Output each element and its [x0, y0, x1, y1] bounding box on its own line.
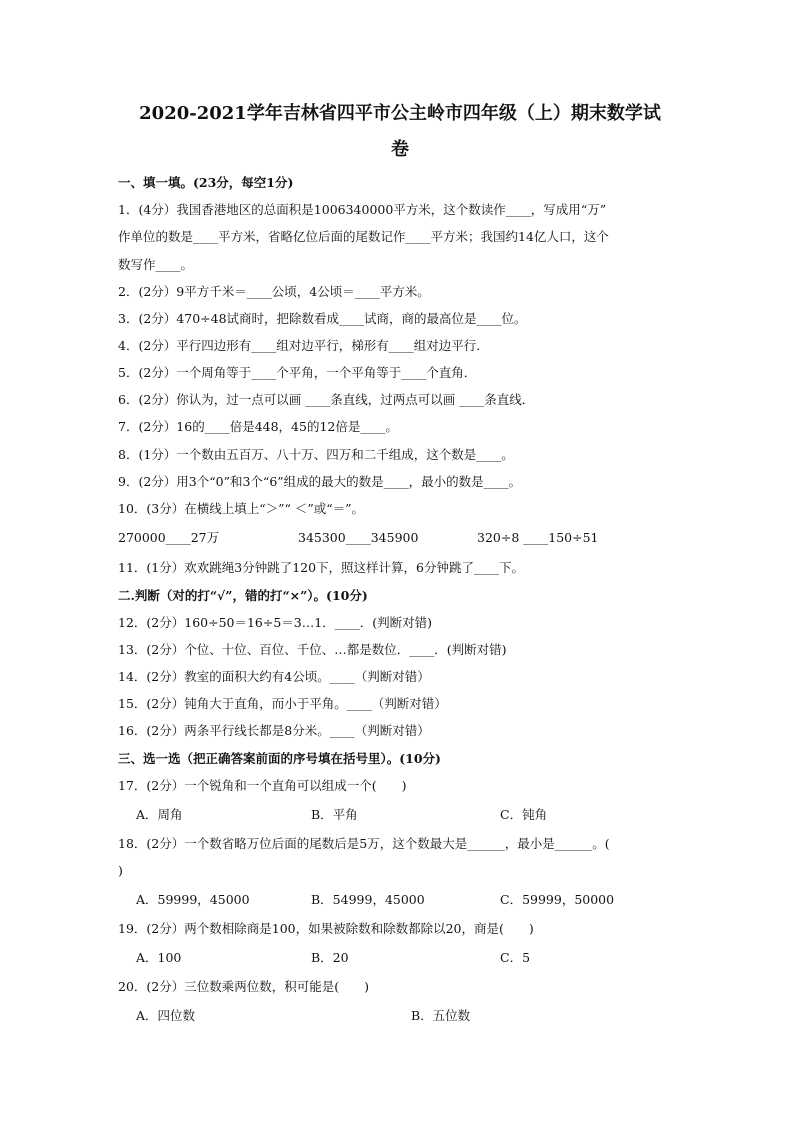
section-heading-1: 一、填一填。(23分，每空1分) — [118, 175, 294, 190]
question-17-option-a: A．周角 — [136, 807, 183, 822]
question-5: 5．(2分）一个周角等于____个平角，一个平角等于____个直角． — [118, 365, 477, 380]
question-1-line1: 1．(4分）我国香港地区的总面积是1006340000平方米，这个数读作____，写成用“万” — [118, 202, 607, 217]
section-heading-3: 三、选一选（把正确答案前面的序号填在括号里）。(10分) — [118, 751, 441, 766]
question-15: 15．(2分）钝角大于直角，而小于平角。____（判断对错） — [118, 696, 447, 711]
question-12: 12．(2分）160÷50＝16÷5＝3…1．____．(判断对错) — [118, 615, 432, 630]
question-17-option-c: C．钝角 — [500, 807, 548, 822]
question-6: 6．(2分）你认为，过一点可以画 ____条直线，过两点可以画 ____条直线． — [118, 392, 535, 407]
question-1-line2: 作单位的数是____平方米，省略亿位后面的尾数记作____平方米；我国约14亿人口，这个 — [118, 229, 609, 244]
question-18-option-c: C．59999，50000 — [500, 892, 615, 907]
question-19-option-b: B．20 — [311, 950, 349, 965]
question-13: 13．(2分）个位、十位、百位、千位、…都是数位．____．(判断对错) — [118, 642, 507, 657]
question-2: 2．(2分）9平方千米＝____公顷，4公顷＝____平方米。 — [118, 284, 430, 299]
question-11: 11．(1分）欢欢跳绳3分钟跳了120下，照这样计算，6分钟跳了____下。 — [118, 560, 525, 575]
question-10-item-a: 270000____27万 — [118, 530, 220, 545]
question-18-line2: ) — [118, 863, 123, 878]
question-17-option-b: B．平角 — [311, 807, 358, 822]
question-17-stem: 17．(2分）一个锐角和一个直角可以组成一个( ) — [118, 778, 407, 793]
question-20-stem: 20．(2分）三位数乘两位数，积可能是( ) — [118, 979, 369, 994]
question-20-option-b: B．五位数 — [411, 1008, 471, 1023]
question-10-item-c: 320÷8 ____150÷51 — [477, 530, 599, 545]
exam-title-line1: 2020-2021学年吉林省四平市公主岭市四年级（上）期末数学试 — [139, 103, 661, 124]
question-18-option-a: A．59999，45000 — [136, 892, 250, 907]
question-9: 9．(2分）用3个“0”和3个“6”组成的最大的数是____，最小的数是____。 — [118, 474, 522, 489]
question-4: 4．(2分）平行四边形有____组对边平行，梯形有____组对边平行． — [118, 338, 489, 353]
section-heading-2: 二.判断（对的打“√”，错的打“×”）。(10分) — [118, 588, 368, 603]
question-16: 16．(2分）两条平行线长都是8分米。____（判断对错） — [118, 723, 430, 738]
question-7: 7．(2分）16的____倍是448，45的12倍是____。 — [118, 419, 398, 434]
question-18-option-b: B．54999，45000 — [311, 892, 425, 907]
question-19-option-c: C．5 — [500, 950, 531, 965]
question-20-option-a: A．四位数 — [136, 1008, 196, 1023]
question-14: 14．(2分）教室的面积大约有4公顷。____（判断对错） — [118, 669, 430, 684]
question-8: 8．(1分）一个数由五百万、八十万、四万和二千组成，这个数是____。 — [118, 447, 514, 462]
question-3: 3．(2分）470÷48试商时，把除数看成____试商，商的最高位是____位。 — [118, 311, 527, 326]
question-10-stem: 10．(3分）在横线上填上“＞”“ ＜”或“＝”。 — [118, 501, 365, 516]
question-19-stem: 19．(2分）两个数相除商是100，如果被除数和除数都除以20，商是( ) — [118, 921, 534, 936]
question-10-item-b: 345300____345900 — [298, 530, 419, 545]
question-18-line1: 18．(2分）一个数省略万位后面的尾数后是5万，这个数最大是______，最小是______。( — [118, 836, 610, 851]
question-1-line3: 数写作____。 — [118, 257, 194, 272]
exam-title-line2: 卷 — [391, 139, 409, 160]
exam-title — [110, 96, 690, 168]
question-19-option-a: A．100 — [136, 950, 182, 965]
